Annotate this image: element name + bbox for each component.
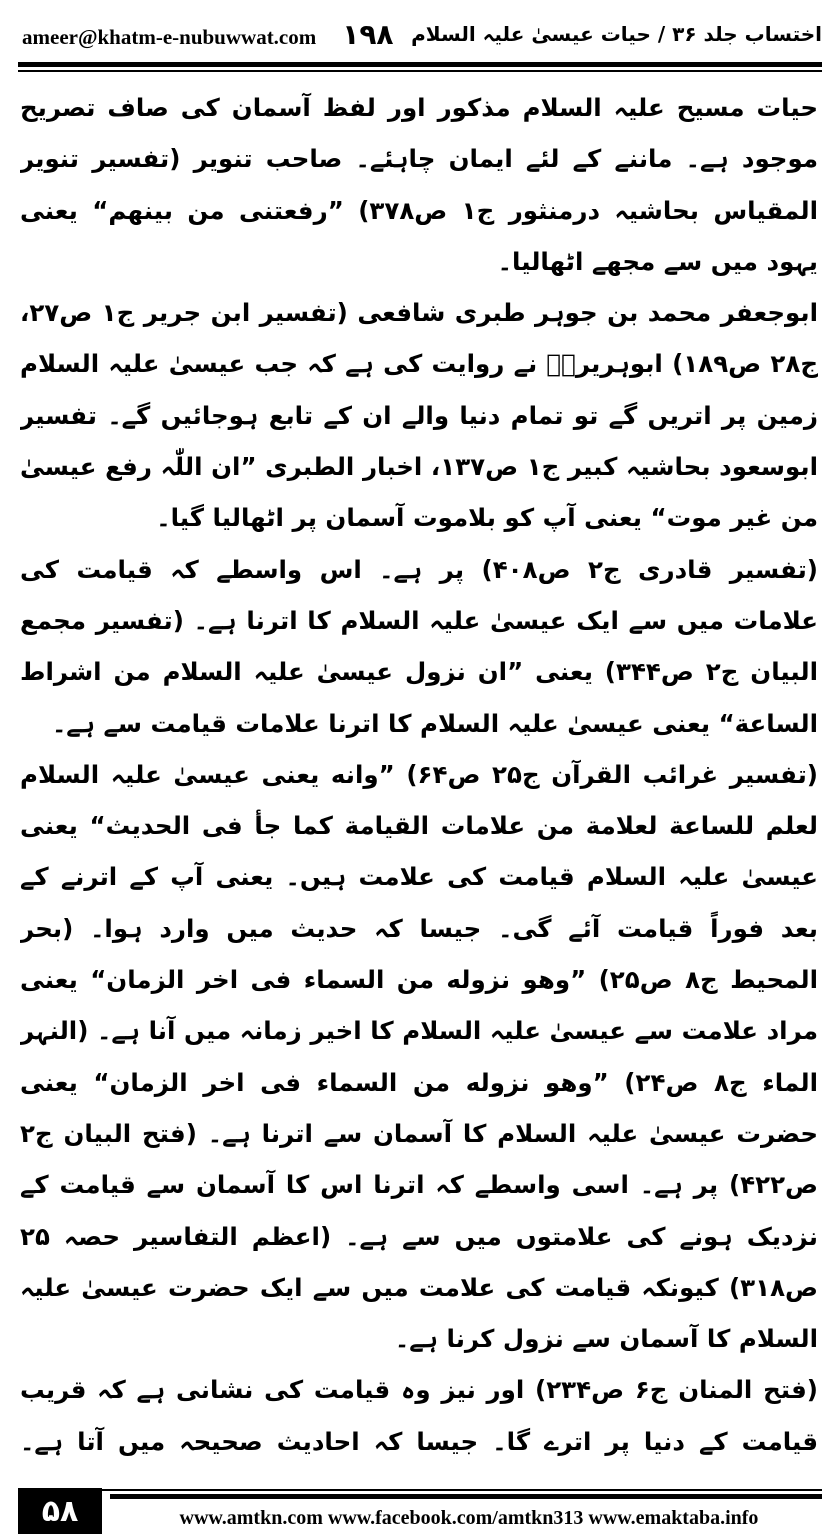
paragraph: حیات مسیح علیہ السلام مذکور اور لفظ آسمان کی صاف تصریح موجود ہے۔ ماننے کے لئے ایمان چاہئے۔ صاحب تنویر (تفسیر تنویر المقیاس بحاشیہ درمنثور ج۱ ص۳۷۸) ”رفعتنی من بینهم“ یعنی یہود میں سے مجھے اٹھالیا۔ <box>20 93 818 276</box>
page-header <box>22 14 822 54</box>
paragraph: ابوجعفر محمد بن جوہر طبری شافعی (تفسیر ابن جریر ج۱ ص۲۷، ج۲۸ ص۱۸۹) ابوہریرہؓ نے روایت کی ہے کہ جب عیسیٰ علیہ السلام زمین پر اتریں گے تو تمام دنیا والے ان کے تابع ہوجائیں گے۔ تفسیر ابوسعود بحاشیہ کبیر ج۱ ص۱۳۷، اخبار الطبری ”ان اللّٰہ رفع عیسیٰ من غیر موت“ یعنی آپ کو بلاموت آسمان پر اٹھالیا گیا۔ <box>20 298 818 533</box>
header-rule-thick <box>18 62 822 67</box>
header-email: ameer@khatm-e-nubuwwat.com <box>22 24 317 49</box>
header-title: اختساب جلد ۳۶ / حیات عیسیٰ علیہ السلام <box>411 22 822 46</box>
paragraph: (فتح المنان ج۶ ص۲۳۴) اور نیز وہ قیامت کی نشانی ہے کہ قریب قیامت کے دنیا پر اترے گا۔ جیسا کہ احادیث صحیحہ میں آتا ہے۔ <box>20 1375 818 1456</box>
body-text <box>20 82 818 1472</box>
header-page-number: ۱۹۸ <box>342 17 394 51</box>
footer-links: www.amtkn.com www.facebook.com/amtkn313 www.emaktaba.info <box>179 1506 759 1529</box>
paragraph: (تفسیر غرائب القرآن ج۲۵ ص۶۴) ”وانه یعنی عیسیٰ علیہ السلام لعلم للساعة لعلامة من علامات القیامة کما جأ فی الحدیث“ یعنی عیسیٰ علیہ السلام قیامت کی علامت ہیں۔ یعنی آپ کے اترنے کے بعد فوراً قیامت آئے گی۔ جیسا کہ حدیث میں وارد ہوا۔ (بحر المحیط ج۸ ص۲۵) ”وهو نزوله من السماء فی اخر الزمان“ یعنی مراد علامت سے عیسیٰ علیہ السلام کا اخیر زمانہ میں آنا ہے۔ (النہر الماء ج۸ ص۲۴) ”وهو نزوله من السماء فی اخر الزمان“ یعنی حضرت عیسیٰ علیہ السلام کا آسمان سے اترنا ہے۔ (فتح البیان ج۲ ص۴۲۲) پر ہے۔ اسی واسطے کہ اترنا اس کا آسمان سے قیامت کے نزدیک ہونے کی علامتوں میں سے ہے۔ (اعظم التفاسیر حصہ ۲۵ ص۳۱۸) کیونکہ قیامت کی علامت میں سے ایک حضرت عیسیٰ علیہ السلام کا آسمان سے نزول کرنا ہے۔ <box>20 759 818 1354</box>
header-left <box>22 18 394 51</box>
paragraph: (تفسیر قادری ج۲ ص۴۰۸) پر ہے۔ اس واسطے کہ قیامت کی علامات میں سے ایک عیسیٰ علیہ السلام کا اترنا ہے۔ (تفسیر مجمع البیان ج۲ ص۳۴۴) یعنی ”ان نزول عیسیٰ علیہ السلام من اشراط الساعة“ یعنی عیسیٰ علیہ السلام کا اترنا علامات قیامت سے ہے۔ <box>20 554 818 738</box>
footer-rule-thick <box>110 1494 822 1499</box>
footer-rule-thin <box>18 1489 822 1491</box>
header-rule-thin <box>18 70 822 72</box>
footer-page-number: ۵۸ <box>18 1488 102 1534</box>
